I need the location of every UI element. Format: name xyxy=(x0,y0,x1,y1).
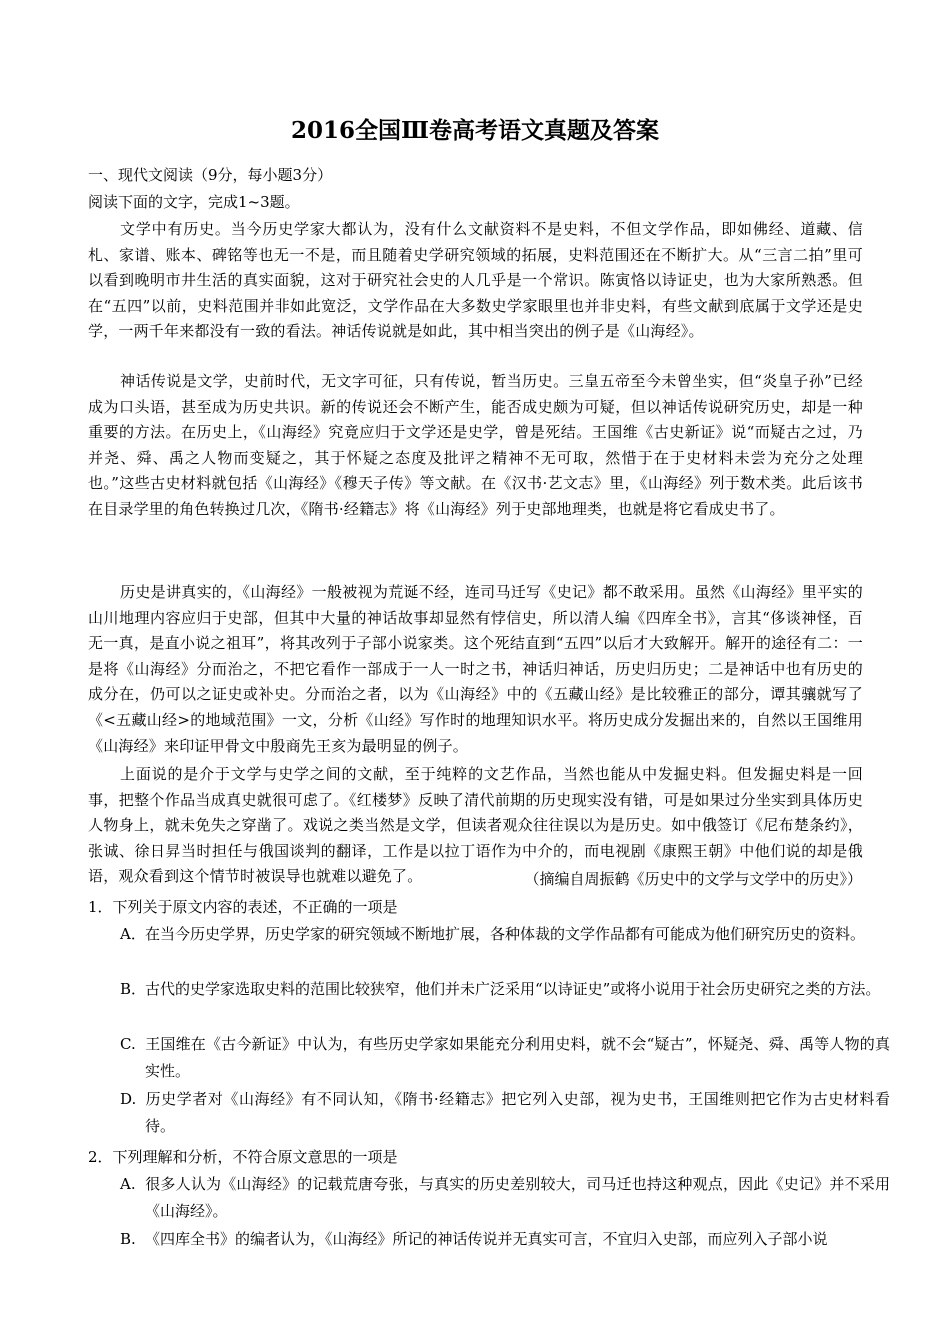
question-2-option-a[interactable] xyxy=(120,1171,890,1225)
option-letter: C. xyxy=(120,1035,136,1053)
option-letter: D. xyxy=(120,1090,137,1108)
option-text: 在当今历史学界，历史学家的研究领域不断地扩展，各种体裁的文学作品都有可能成为他们研究历史的资料。 xyxy=(145,925,866,943)
option-letter: B． xyxy=(120,980,147,998)
passage-paragraph-4: 上面说的是介于文学与史学之间的文献，至于纯粹的文艺作品，当然也能从中发掘史料。但发掘史料是一回事，把整个作品当成真史就很可虑了。《红楼梦》反映了清代前期的历史现实没有错，可是如果过分坐实到具体历史人物身上，就未免失之穿凿了。戏说之类当然是文学，但读者观众往往误以为是历史。如中俄签订《尼布楚条约》，张诚、徐日昇当时担任与俄国谈判的翻译，工作是以拉丁语作为中介的，而电视剧《康熙王朝》中他们说的却是俄语，观众看到这个情节时被误导也就难以避免了。 xyxy=(88,765,863,886)
option-text: 王国维在《古今新证》中认为，有些历史学家如果能充分利用史料，就不会“疑古”，怀疑尧、舜、禹等人物的真实性。 xyxy=(145,1035,890,1080)
section-heading: 一、现代文阅读（9分，每小题3分） xyxy=(88,166,333,184)
option-text: 历史学者对《山海经》有不同认知，《隋书·经籍志》把它列入史部，视为史书，王国维则把它作为古史材料看待。 xyxy=(145,1090,890,1135)
option-letter: A． xyxy=(120,925,146,943)
passage-source: （摘编自周振鹤《历史中的文学与文学中的历史》） xyxy=(524,870,862,888)
option-text: 很多人认为《山海经》的记载荒唐夸张，与真实的历史差别较大，司马迁也持这种观点，因此《史记》并不采用《山海经》。 xyxy=(145,1175,890,1220)
question-1-option-b[interactable] xyxy=(120,976,890,1003)
document-title: 2016全国Ⅲ卷高考语文真题及答案 xyxy=(290,117,660,144)
question-2-option-b[interactable] xyxy=(120,1226,890,1253)
question-1-option-c[interactable] xyxy=(120,1031,890,1085)
passage-paragraph-1: 文学中有历史。当今历史学家大都认为，没有什么文献资料不是史料，不但文学作品，即如佛经、道藏、信札、家谱、账本、碑铭等也无一不是，而且随着史学研究领域的拓展，史料范围还在不断扩大。从“三言二拍”里可以看到晚明市井生活的真实面貌，这对于研究社会史的人几乎是一个常识。陈寅恪以诗证史，也为大家所熟悉。但在“五四”以前，史料范围并非如此宽泛，文学作品在大多数史学家眼里也并非史料，有些文献到底属于文学还是史学，一两千年来都没有一致的看法。神话传说就是如此，其中相当突出的例子是《山海经》。 xyxy=(88,220,863,341)
passage-paragraph-3: 历史是讲真实的，《山海经》一般被视为荒诞不经，连司马迁写《史记》都不敢采用。虽然《山海经》里平实的山川地理内容应归于史部，但其中大量的神话故事却显然有悖信史，所以清人编《四库全书》，言其“侈谈神怪，百无一真，是直小说之祖耳”，将其改列于子部小说家类。这个死结直到“五四”以后才大致解开。解开的途径有二：一是将《山海经》分而治之，不把它看作一部成于一人一时之书，神话归神话，历史归历史；二是神话中也有历史的成分在，仍可以之证史或补史。分而治之者，以为《山海经》中的《五藏山经》是比较雅正的部分，谭其骧就写了《<五藏山经>的地域范围》一文，分析《山经》写作时的地理知识水平。将历史成分发掘出来的，自然以王国维用《山海经》来印证甲骨文中殷商先王亥为最明显的例子。 xyxy=(88,583,863,755)
option-text: 《四库全书》的编者认为，《山海经》所记的神话传说并无真实可言，不宜归入史部，而应列入子部小说 xyxy=(145,1230,828,1248)
question-1-option-d[interactable] xyxy=(120,1086,890,1140)
question-1-stem: 1．下列关于原文内容的表述，不正确的一项是 xyxy=(88,898,398,916)
passage-paragraph-2: 神话传说是文学，史前时代，无文字可征，只有传说，暂当历史。三皇五帝至今未曾坐实，但“炎皇子孙”已经成为口头语，甚至成为历史共识。新的传说还会不断产生，能否成史颇为可疑，但以神话传说研究历史，却是一种重要的方法。在历史上，《山海经》究竟应归于文学还是史学，曾是死结。王国维《古史新证》说“而疑古之过，乃并尧、舜、禹之人物而变疑之，其于怀疑之态度及批评之精神不无可取，然惜于在于史材料未尝为充分之处理也。”这些古史材料就包括《山海经》《穆天子传》等文献。在《汉书·艺文志》里，《山海经》列于数术类。此后该书在目录学里的角色转换过几次，《隋书·经籍志》将《山海经》列于史部地理类，也就是将它看成史书了。 xyxy=(88,372,863,518)
option-letter: A. xyxy=(120,1175,136,1193)
question-1-option-a[interactable] xyxy=(120,921,890,948)
option-text: 古代的史学家选取史料的范围比较狭窄，他们并未广泛采用“以诗证史”或将小说用于社会历史研究之类的方法。 xyxy=(145,980,881,998)
option-letter: B. xyxy=(120,1230,136,1248)
reading-instruction: 阅读下面的文字，完成1~3题。 xyxy=(88,193,300,211)
question-2-stem: 2．下列理解和分析，不符合原文意思的一项是 xyxy=(88,1148,398,1166)
